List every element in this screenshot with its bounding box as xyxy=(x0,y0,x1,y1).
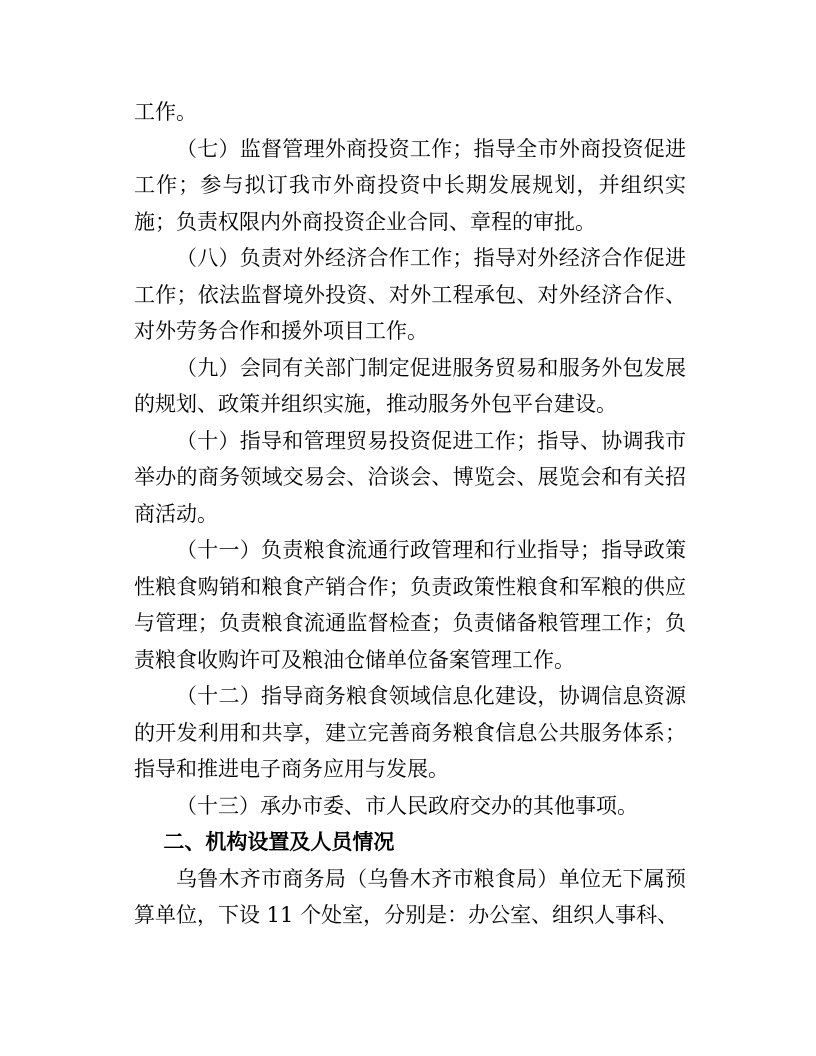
paragraph-section-body: 乌鲁木齐市商务局（乌鲁木齐市粮食局）单位无下属预算单位，下设 11 个处室，分别是：办公室、组织人事科、 xyxy=(134,866,686,927)
section-heading: 二、机构设置及人员情况 xyxy=(163,830,395,854)
paragraph-item-8: （八）负责对外经济合作工作；指导对外经济合作促进工作；依法监督境外投资、对外工程承包、对外经济合作、对外劳务合作和援外项目工作。 xyxy=(134,246,686,343)
paragraph-item-9: （九）会同有关部门制定促进服务贸易和服务外包发展的规划、政策并组织实施，推动服务外包平台建设。 xyxy=(134,355,686,416)
paragraph-item-11: （十一）负责粮食流通行政管理和行业指导；指导政策性粮食购销和粮食产销合作；负责政策性粮食和军粮的供应与管理；负责粮食流通监督检查；负责储备粮管理工作；负责粮食收购许可及粮油仓储单位备案管理工作。 xyxy=(134,538,686,672)
paragraph-continuation: 工作。 xyxy=(134,100,197,124)
paragraph-item-7: （七）监督管理外商投资工作；指导全市外商投资促进工作；参与拟订我市外商投资中长期发展规划，并组织实施；负责权限内外商投资企业合同、章程的审批。 xyxy=(134,136,686,234)
document-body xyxy=(134,94,686,934)
paragraph-item-13: （十三）承办市委、市人民政府交办的其他事项。 xyxy=(176,793,638,818)
paragraph-item-10: （十）指导和管理贸易投资促进工作；指导、协调我市举办的商务领域交易会、洽谈会、博览会、展览会和有关招商活动。 xyxy=(134,428,686,526)
paragraph-item-12: （十二）指导商务粮食领域信息化建设，协调信息资源的开发利用和共享，建立完善商务粮食信息公共服务体系；指导和推进电子商务应用与发展。 xyxy=(134,684,686,781)
